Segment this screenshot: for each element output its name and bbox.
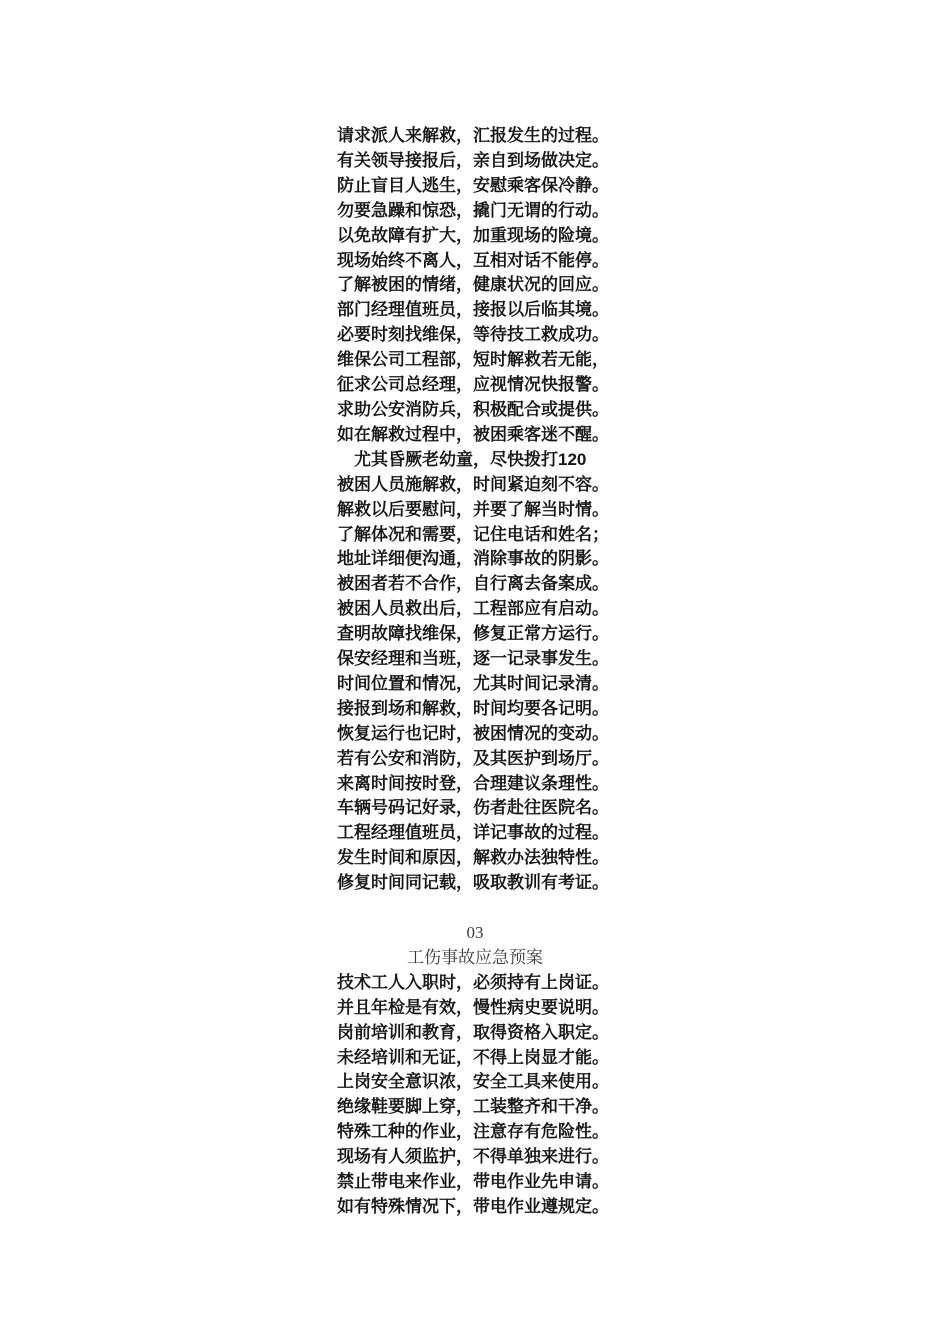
poem-line: 有关领导接报后，亲自到场做决定。	[337, 150, 609, 170]
poem-line: 防止盲目人逃生，安慰乘客保冷静。	[337, 175, 609, 195]
poem-line: 被困人员施解救，时间紧迫刻不容。	[337, 474, 609, 494]
poem-line: 维保公司工程部，短时解救若无能，	[337, 350, 609, 370]
poem-line: 岗前培训和教育，取得资格入职定。	[337, 1022, 609, 1042]
poem-line: 上岗安全意识浓，安全工具来使用。	[337, 1072, 609, 1092]
poem-line: 请求派人来解救，汇报发生的过程。	[337, 126, 609, 145]
poem-line: 工程经理值班员，详记事故的过程。	[337, 823, 609, 843]
poem-line: 征求公司总经理，应视情况快报警。	[337, 375, 609, 395]
poem-line: 若有公安和消防，及其医护到场厅。	[337, 748, 609, 768]
poem-line: 必要时刻找维保，等待技工救成功。	[337, 325, 609, 345]
poem-section-work-injury	[337, 921, 613, 1220]
poem-section-elevator-rescue	[337, 124, 613, 896]
poem-line: 发生时间和原因，解救办法独特性。	[337, 848, 609, 868]
poem-line: 并且年检是有效，慢性病史要说明。	[337, 997, 609, 1017]
poem-lines-section2	[337, 971, 613, 1220]
poem-line: 特殊工种的作业，注意存有危险性。	[337, 1122, 609, 1142]
poem-line: 保安经理和当班，逐一记录事发生。	[337, 649, 609, 669]
poem-line: 绝缘鞋要脚上穿，工装整齐和干净。	[337, 1097, 609, 1117]
poem-line: 解救以后要慰问，并要了解当时情。	[337, 499, 609, 519]
poem-line: 被困人员救出后，工程部应有启动。	[337, 599, 609, 619]
poem-line: 求助公安消防兵，积极配合或提供。	[337, 399, 609, 419]
poem-line: 未经培训和无证，不得上岗显才能。	[337, 1047, 609, 1067]
poem-line: 了解被困的情绪，健康状况的回应。	[337, 275, 609, 295]
poem-lines-section1	[337, 124, 613, 896]
poem-line: 被困者若不合作，自行离去备案成。	[337, 574, 609, 594]
poem-line: 恢复运行也记时，被困情况的变动。	[337, 723, 609, 743]
poem-line: 接报到场和解救，时间均要各记明。	[337, 698, 609, 718]
poem-line: 时间位置和情况，尤其时间记录清。	[337, 673, 609, 693]
poem-line: 车辆号码记好录，伤者赴往医院名。	[337, 798, 609, 818]
poem-line: 地址详细便沟通，消除事故的阴影。	[337, 549, 609, 569]
poem-line: 现场始终不离人，互相对话不能停。	[337, 250, 609, 270]
poem-line: 如在解救过程中，被困乘客迷不醒。	[337, 424, 609, 444]
poem-line: 来离时间按时登，合理建议条理性。	[337, 773, 609, 793]
poem-line: 技术工人入职时，必须持有上岗证。	[337, 972, 609, 992]
poem-line: 勿要急躁和惊恐，撬门无谓的行动。	[337, 200, 609, 220]
poem-line: 部门经理值班员，接报以后临其境。	[337, 300, 609, 320]
section-number: 03	[466, 922, 484, 942]
poem-text-block	[337, 124, 613, 1220]
poem-line: 如有特殊情况下，带电作业遵规定。	[337, 1196, 609, 1216]
poem-line: 了解体况和需要，记住电话和姓名；	[337, 524, 609, 544]
poem-line: 修复时间同记载，吸取教训有考证。	[337, 873, 609, 893]
section-title: 工伤事故应急预案	[407, 947, 543, 967]
poem-line: 以免故障有扩大，加重现场的险境。	[337, 225, 609, 245]
poem-line: 尤其昏厥老幼童，尽快拨打120	[354, 449, 587, 469]
poem-line: 禁止带电来作业，带电作业先申请。	[337, 1172, 609, 1192]
poem-line: 查明故障找维保，修复正常方运行。	[337, 624, 609, 644]
poem-line: 现场有人须监护，不得单独来进行。	[337, 1147, 609, 1167]
